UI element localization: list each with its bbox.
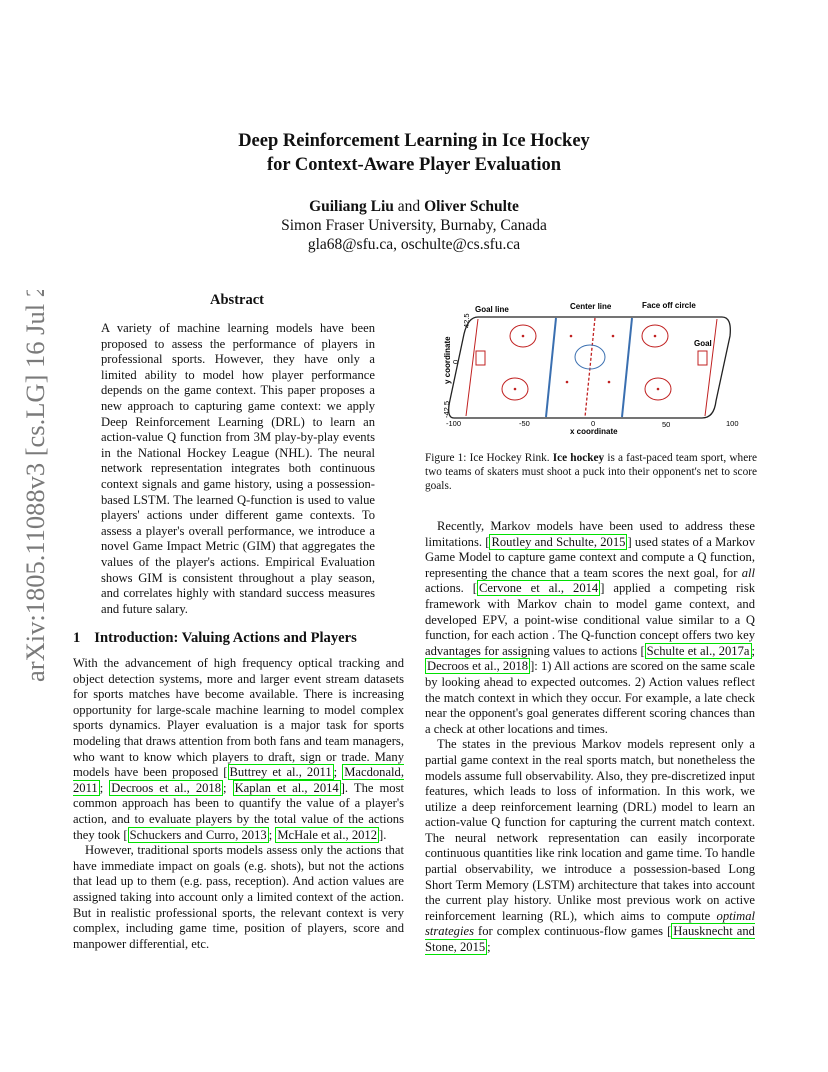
arxiv-sidebar xyxy=(2,290,62,690)
figure-caption: Figure 1: Ice Hockey Rink. Ice hockey is a fast-paced team sport, where two teams of skaters must shoot a puck into their opponent's net to score goals. xyxy=(425,452,758,492)
rink-diagram xyxy=(432,296,752,438)
citation-link[interactable]: Buttrey et al., 2011 xyxy=(229,765,332,780)
label-goal: Goal xyxy=(694,339,712,348)
blue-line-right xyxy=(622,318,632,417)
rink-figure xyxy=(432,296,752,438)
section-heading xyxy=(73,630,357,647)
x-tick: 50 xyxy=(662,420,671,429)
right-column-text xyxy=(425,519,755,956)
x-tick: 100 xyxy=(726,419,739,428)
intro-paragraph-1: With the advancement of high frequency optical tracking and object detection systems, more and larger event stream datasets for sports matches have become available. There is increasing opportunity for large-scale machine learning to model complex sports dynamics. Player evaluation is a major task for sports modeling that draws attention from both fans and team managers, who want to know which players to draft, sign or trade. Many models have been proposed [ Buttrey et al., 2011 ; Macdonald, 2011 ; Decroos et al., 2018 ; Kaplan et al., 2014 ]. The most common approach has been to quantify the value of a player's action, and to evaluate players by the total value of the actions they took [ Schuckers and Curro, 2013 ; McHale et al., 2012 ]. xyxy=(73,656,404,842)
citation-link[interactable]: Hausknecht and Stone, 2015 xyxy=(425,924,755,955)
x-axis-label: x coordinate xyxy=(570,427,618,436)
citation-link[interactable]: Routley and Schulte, 2015 xyxy=(491,534,626,549)
goal-left xyxy=(476,351,485,365)
author-block xyxy=(0,197,828,254)
author-2: Oliver Schulte xyxy=(424,198,519,215)
y-tick-mid: 0 xyxy=(451,359,460,364)
right-paragraph-2: The states in the previous Markov models represent only a partial game context in the real sports match, but nonetheless the models assume full observability. Also, they pre-discretized input features, which leads to loss of information. In this work, we utilize a deep reinforcement learning (DRL) model to learn an action-value Q function for capturing the current match context. The neural network representation can easily incorporate continuous quantities like rink location and game time. To handle partial observability, we introduce a possession-based Long Short Term Memory (LSTM) architecture that takes into account the current play history. Unlike most previous work on active reinforcement learning (RL), which aims to compute optimal strategies for complex continuous-flow games [ Hausknecht and Stone, 2015 ; xyxy=(425,737,755,955)
emails: gla68@sfu.ca, oschulte@cs.sfu.ca xyxy=(307,236,521,253)
citation-link[interactable]: McHale et al., 2012 xyxy=(277,827,378,842)
citation-link[interactable]: Decroos et al., 2018 xyxy=(427,659,529,674)
author-and: and xyxy=(397,198,421,215)
goal-line-left xyxy=(466,319,478,416)
center-line xyxy=(585,318,595,417)
affiliation: Simon Fraser University, Burnaby, Canada xyxy=(281,217,547,234)
right-paragraph-1: Recently, Markov models have been used to address these limitations. [ Routley and Schulte, 2015 ] used states of a Markov Game Model to capture game context and compute a Q function, representing the chance that a team scores the next goal, for all actions. [ Cervone et al., 2014 ] applied a competing risk framework with Markov chain to model game context, and developed EPV, a point-wise conditional value similar to a Q function, for each action . The Q-function concept offers two key advantages for assigning values to actions [ Schulte et al., 2017a ; Decroos et al., 2018 ]: 1) All actions are scored on the same scale by looking ahead to expected outcomes. 2) Action values reflect the match context in which they occur. For example, a late check near the opponent's goal generates different scoring chances than a check at other locations and times. xyxy=(425,519,755,736)
y-axis-label: y coordinate xyxy=(443,336,452,384)
author-1: Guiliang Liu xyxy=(309,198,394,215)
arxiv-id: arXiv:1805.11088v3 [cs.LG] 16 Jul 2018 xyxy=(20,290,50,682)
citation-link[interactable]: Kaplan et al., 2014 xyxy=(234,780,339,795)
blue-line-left xyxy=(546,318,556,417)
citation-link[interactable]: Decroos et al., 2018 xyxy=(111,780,222,795)
section-number: 1 xyxy=(73,630,81,646)
citation-link[interactable]: Schulte et al., 2017a xyxy=(646,643,750,658)
label-goal-line: Goal line xyxy=(475,305,509,314)
section-title: Introduction: Valuing Actions and Players xyxy=(94,630,357,646)
citation-link[interactable]: Schuckers and Curro, 2013 xyxy=(129,827,267,842)
rink-boards xyxy=(449,317,731,418)
y-tick-top: 42.5 xyxy=(462,313,471,328)
x-tick: 0 xyxy=(591,419,596,428)
goal-right xyxy=(698,351,707,365)
abstract-heading: Abstract xyxy=(210,292,264,308)
citation-link[interactable]: Cervone et al., 2014 xyxy=(478,581,599,596)
citation-link[interactable]: Macdonald, 2011 xyxy=(73,765,404,795)
abstract-text: A variety of machine learning models have been proposed to assess the performance of players in professional sports. However, they have only a limited ability to model how player performance depends on the game context. This paper proposes a new approach to capturing game context: we apply Deep Reinforcement Learning (DRL) to learn an action-value Q function from 3M play-by-play events in the National Hockey League (NHL). The neural network representation integrates both continuous context signals and game history, using a possession-based LSTM. The learned Q-function is used to value players' actions under different game contexts. To assess a player's overall performance, we introduce a novel Game Impact Metric (GIM) that aggregates the values of the player's actions. Empirical Evaluation shows GIM is consistent throughout a play season, and correlates highly with standard success measures and future salary. xyxy=(101,321,375,616)
label-center-line: Center line xyxy=(570,302,612,311)
label-faceoff-circle: Face off circle xyxy=(642,301,696,310)
x-tick: -100 xyxy=(446,419,462,428)
title-line-2: for Context-Aware Player Evaluation xyxy=(266,155,562,175)
x-tick: -50 xyxy=(519,419,530,428)
intro-paragraph-2: However, traditional sports models assess only the actions that have immediate impact on goals (e.g. shots), but not the actions that lead up to them (e.g. pass, reception). And action values are assigned taking into account only a limited context of the action. But in realistic professional sports, the relevant context is very complex, including game time, position of players, score and manpower differential, etc. xyxy=(73,843,404,951)
goal-line-right xyxy=(705,319,717,416)
paper-title xyxy=(0,129,828,177)
intro-text xyxy=(73,656,404,952)
title-line-1: Deep Reinforcement Learning in Ice Hockey xyxy=(238,131,590,151)
y-tick-bottom: -42.5 xyxy=(442,400,451,418)
